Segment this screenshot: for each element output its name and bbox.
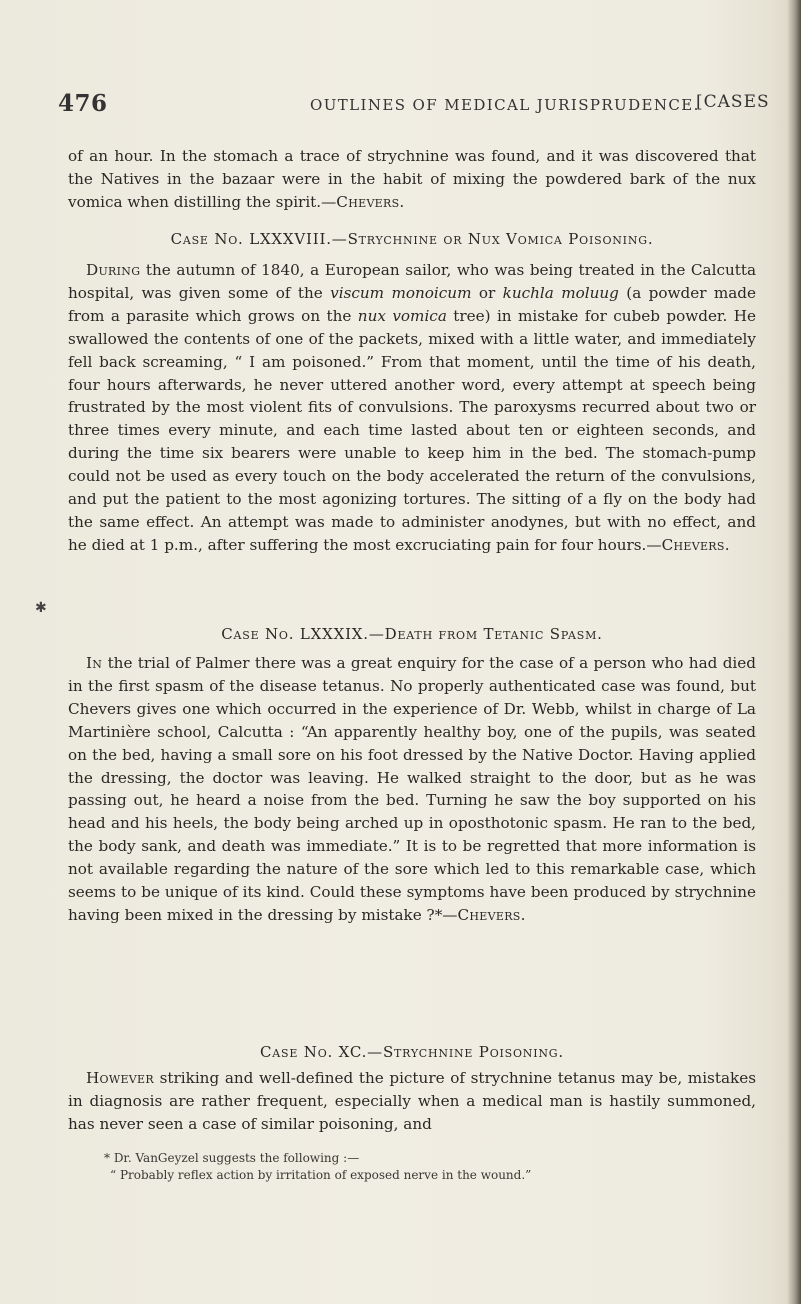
case-88-nux: nux vomica bbox=[357, 306, 447, 325]
intro-text: of an hour. In the stomach a trace of strychnine was found, and it was discovered that the Natives in the bazaar were in the habit of mixing the powdered bark of the nux vomica when distilling the spirit.— bbox=[68, 147, 756, 211]
case-88-kuchla: kuchla moluug bbox=[502, 283, 619, 302]
case-89-heading: Case No. LXXXIX.—Death from Tetanic Spasm. bbox=[221, 625, 603, 643]
case-88-viscum: viscum monoicum bbox=[330, 283, 472, 302]
case-89-attribution: Chevers. bbox=[457, 905, 526, 924]
footnote-line-1: * Dr. VanGeyzel suggests the following :— bbox=[104, 1151, 360, 1165]
page-header bbox=[58, 90, 770, 120]
case-90-body bbox=[68, 1067, 756, 1136]
case-90-lead: However bbox=[86, 1069, 154, 1087]
case-88-text-4: tree) in mistake for cubeb powder. He swallowed the contents of one of the packets, mixed with a little water, and immediately fell back screaming, “ I am poisoned.” From that moment, until the time of his death, four hours afterwards, he never uttered another word, every attempt at speech being frustrated by the most violent fits of convulsions. The paroxysms recurred about two or three times every minute, and each time lasted about ten or eighteen seconds, and during the time six bearers were unable to keep him in the bed. The stomach-pump could not be used as every touch on the body accelerated the return of the convulsions, and put the patient to the most agonizing tortures. The sitting of a fly on the body had the same effect. An attempt was made to administer anodynes, but with no effect, and he died at 1 p.m., after suffering the most excruciating pain for four hours.— bbox=[68, 306, 756, 554]
case-89-text: the trial of Palmer there was a great enquiry for the case of a person who had died in the first spasm of the disease tetanus. No properly authenticated case was found, but Chevers gives one which occurred in the experience of Dr. Webb, whilst in charge of La Martinière school, Calcutta : “An apparently healthy boy, one of the pupils, was seated on the bed, having a small sore on his foot dressed by the Native Doctor. Having applied the dressing, the doctor was leaving. He walked straight to the door, but as he was passing out, he heard a noise from the bed. Turning he saw the boy supported on his head and his heels, the body being arched up in oposthotonic spasm. He ran to the bed, the body sank, and death was immediate.” It is to be regretted that more information is not available regarding the nature of the sore which led to this remarkable case, which seems to be unique of its kind. Could these symptoms have been produced by strychnine having been mixed in the dressing by mistake ?*— bbox=[68, 654, 756, 924]
case-89-body bbox=[68, 652, 756, 927]
case-88-text-1: the autumn of 1840, a European sailor, who was being treated in the Calcutta hospital, was given some of the bbox=[68, 261, 756, 302]
footnote-line-2: “ Probably reflex action by irritation of exposed nerve in the wound.” bbox=[110, 1168, 532, 1182]
case-88-text-3: (a powder made from a parasite which grows on the bbox=[68, 283, 757, 325]
section-label: [CASES bbox=[696, 92, 770, 112]
case-89-lead: In bbox=[86, 654, 103, 672]
case-88-lead: During bbox=[86, 261, 141, 279]
case-88-body bbox=[68, 259, 756, 557]
case-88-heading: Case No. LXXXVIII.—Strychnine or Nux Vomica Poisoning. bbox=[170, 230, 654, 248]
footnote bbox=[104, 1150, 724, 1184]
page-number: 476 bbox=[58, 90, 108, 117]
case-90-heading: Case No. XC.—Strychnine Poisoning. bbox=[260, 1043, 564, 1061]
intro-attribution: Chevers. bbox=[336, 192, 405, 211]
case-90-text: striking and well-defined the picture of strychnine tetanus may be, mistakes in diagnosis are rather frequent, especially when a medical man is hastily summoned, has never seen a case of similar poisoning, and bbox=[68, 1069, 756, 1133]
margin-mark: ✱ bbox=[35, 600, 47, 616]
case-88-text-2: or bbox=[471, 283, 503, 302]
running-title: OUTLINES OF MEDICAL JURISPRUDENCE. bbox=[310, 96, 700, 114]
intro-paragraph bbox=[68, 145, 756, 214]
case-88-attribution: Chevers. bbox=[661, 535, 730, 554]
page-edge-shadow bbox=[787, 0, 801, 1304]
